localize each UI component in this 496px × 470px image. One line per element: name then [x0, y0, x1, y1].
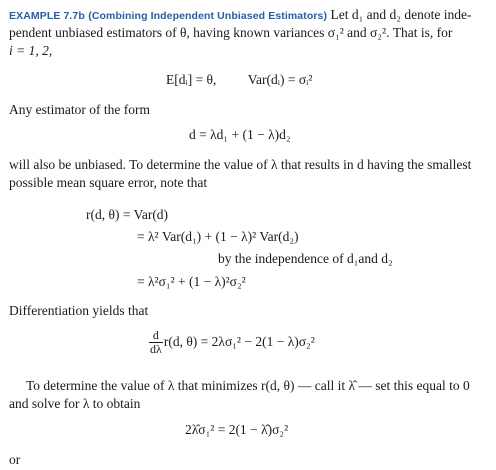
mse-line-1: r(d, θ) = Var(d) — [86, 207, 169, 222]
paragraph-or: or — [9, 452, 21, 467]
equation-variance: Var(dᵢ) = σᵢ² — [247, 72, 313, 87]
example-intro-line-2: pendent unbiased estimators of θ, having known variances σ₁² and σ₂². That is, for — [9, 25, 453, 40]
example-intro-line-3: i = 1, 2, — [9, 43, 53, 58]
paragraph-differentiation: Differentiation yields that — [9, 303, 149, 318]
equation-estimator-form: d = λd₁ + (1 − λ)d₂ — [189, 127, 291, 142]
mse-line-3: = λ²σ₁² + (1 − λ)²σ₂² — [137, 274, 246, 289]
example-label: EXAMPLE 7.7b — [9, 10, 85, 22]
equation-expectation: E[dᵢ] = θ, — [166, 72, 217, 87]
derivative-denominator: dλ — [150, 342, 162, 357]
derivative-fraction — [149, 329, 163, 356]
equation-derivative — [149, 327, 315, 357]
derivative-numerator: d — [152, 328, 159, 343]
mse-line-2: = λ² Var(d₁) + (1 − λ)² Var(d₂) — [137, 229, 299, 244]
paragraph-unbiased-line-2: possible mean square error, note that — [9, 175, 208, 190]
equation-solve: 2λ̂σ₁² = 2(1 − λ̂)σ₂² — [185, 422, 289, 437]
paragraph-minimize-line-2: and solve for λ to obtain — [9, 396, 141, 411]
mse-note: by the independence of d₁and d₂ — [218, 251, 393, 266]
paragraph-minimize-line-1: To determine the value of λ that minimizes r(d, θ) — call it λ̂ — set this equal to 0 — [26, 378, 470, 393]
derivative-rhs: r(d, θ) = 2λσ₁² − 2(1 − λ)σ₂² — [163, 334, 315, 349]
equation-unbiased — [166, 72, 312, 88]
example-intro-text-1: Let d₁ and d₂ denote inde- — [330, 7, 472, 22]
example-title: (Combining Independent Unbiased Estimators) — [88, 10, 328, 22]
example-intro-line-1 — [9, 7, 471, 24]
paragraph-form: Any estimator of the form — [9, 102, 150, 117]
paragraph-unbiased-line-1: will also be unbiased. To determine the value of λ that results in d having the smallest — [9, 157, 472, 172]
